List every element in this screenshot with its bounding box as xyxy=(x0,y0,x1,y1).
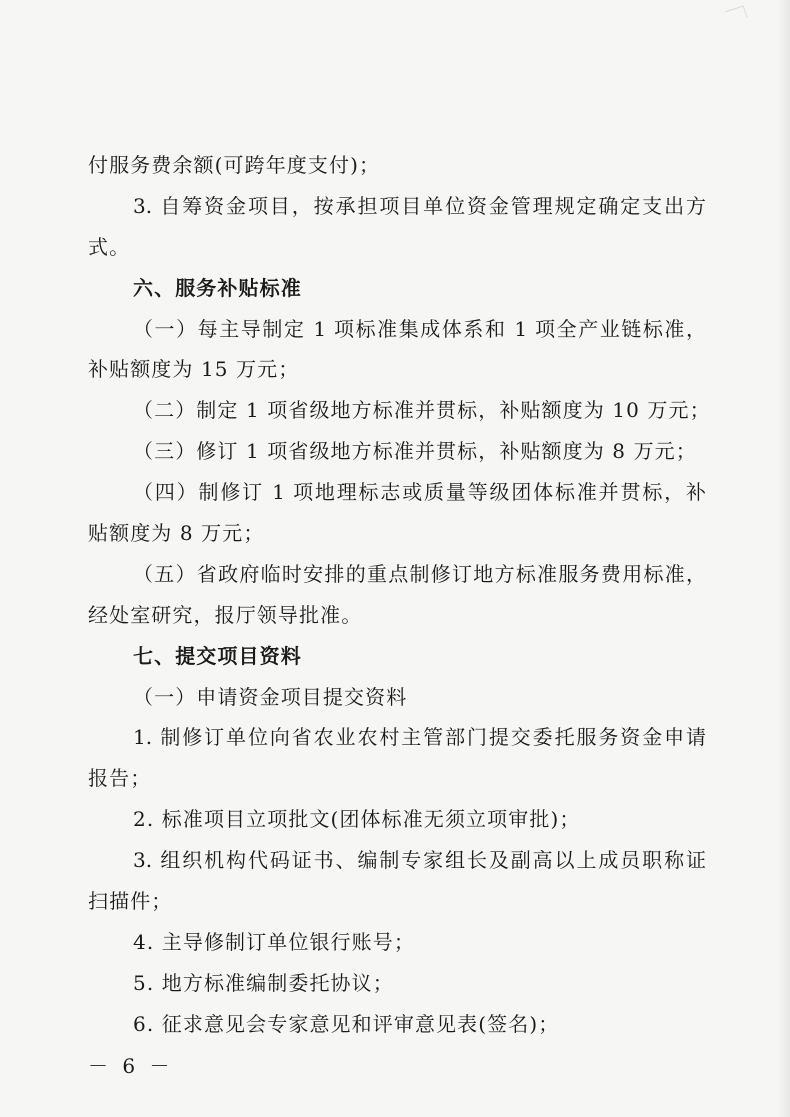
body-line: 5. 地方标准编制委托协议； xyxy=(133,970,394,995)
body-line: 报告； xyxy=(88,766,152,791)
body-line: （五）省政府临时安排的重点制修订地方标准服务费用标准， xyxy=(133,561,706,586)
body-line: 3. 自筹资金项目，按承担项目单位资金管理规定确定支出方 xyxy=(133,193,706,218)
body-line: 2. 标准项目立项批文(团体标准无须立项审批)； xyxy=(133,807,581,832)
section-heading-6: 六、服务补贴标准 xyxy=(133,275,302,300)
scan-corner-mark xyxy=(725,5,747,23)
body-line: 贴额度为 8 万元； xyxy=(88,521,265,546)
body-line: 经处室研究，报厅领导批准。 xyxy=(88,602,363,627)
body-line: 式。 xyxy=(88,234,131,259)
page-number: － 6 － xyxy=(88,1054,174,1078)
body-line: （四）制修订 1 项地理标志或质量等级团体标准并贯标，补 xyxy=(133,480,706,505)
body-line: 4. 主导修制订单位银行账号； xyxy=(133,929,415,954)
body-line: （三）修订 1 项省级地方标准并贯标，补贴额度为 8 万元； xyxy=(133,439,697,464)
body-line: 3. 组织机构代码证书、编制专家组长及副高以上成员职称证 xyxy=(133,848,706,873)
body-line: 付服务费余额(可跨年度支付)； xyxy=(88,153,381,177)
body-line: 6. 征求意见会专家意见和评审意见表(签名)； xyxy=(133,1011,560,1036)
body-line: （二）制定 1 项省级地方标准并贯标，补贴额度为 10 万元； xyxy=(133,398,711,423)
body-line: 补贴额度为 15 万元； xyxy=(88,357,300,382)
section-heading-7: 七、提交项目资料 xyxy=(133,643,302,668)
document-body xyxy=(88,145,711,1045)
subsection-heading: （一）申请资金项目提交资料 xyxy=(133,684,408,709)
body-line: 1. 制修订单位向省农业农村主管部门提交委托服务资金申请 xyxy=(133,725,706,750)
scan-edge-shadow xyxy=(776,0,790,1117)
body-line: （一）每主导制定 1 项标准集成体系和 1 项全产业链标准， xyxy=(133,316,706,341)
body-line: 扫描件； xyxy=(88,889,173,914)
